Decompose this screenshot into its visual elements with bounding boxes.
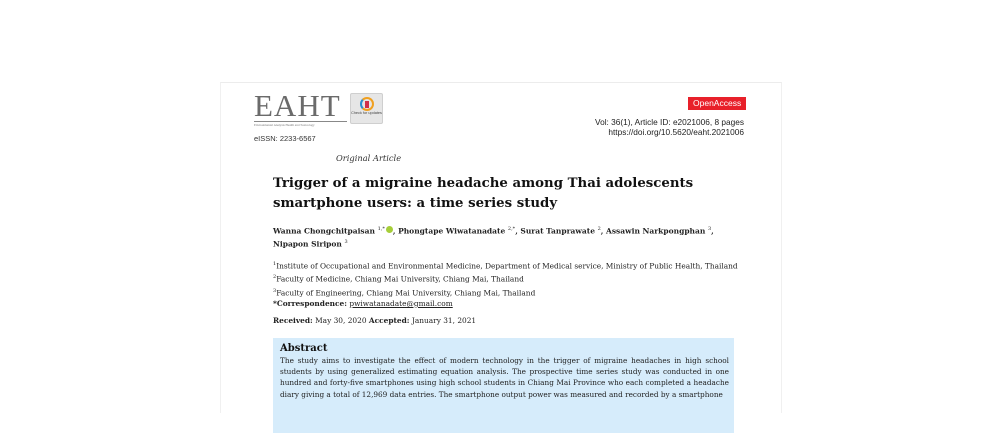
open-access-badge: OpenAccess (688, 97, 746, 110)
received-label: Received: (273, 316, 313, 325)
affiliation-number: 1 (273, 261, 277, 267)
affiliations (273, 259, 743, 310)
author-name: Wanna Chongchitpaisan (273, 226, 375, 236)
author-name: Phongtape Wiwatanadate (398, 226, 506, 236)
author-list: Wanna Chongchitpaisan $^{1,*}$ , Phongtape Wiwatanadate $^{2,*}$, Surat Tanprawate $^2$, Assawin Narkpongphan $^3$, Nipapon Siripon $^3$ (273, 226, 714, 249)
affiliation-text: Institute of Occupational and Environmental Medicine, Department of Medical service, Ministry of Public Health, Thailand (276, 261, 738, 271)
paper-page (220, 82, 782, 413)
author-affil: 3 (344, 239, 348, 245)
affiliation-number: 3 (273, 287, 277, 294)
author-affil: 3 (707, 226, 712, 232)
badge-label: Check for updates (351, 111, 382, 115)
accepted-date: January 31, 2021 (411, 316, 477, 325)
affiliation-item (273, 272, 743, 285)
affiliation-text: Faculty of Medicine, Chiang Mai University, Chiang Mai, Thailand (276, 274, 524, 284)
received-date: May 30, 2020 (315, 316, 367, 325)
author-name: Nipapon Siripon (273, 239, 342, 249)
author-name: Surat Tanprawate (520, 226, 595, 236)
abstract-heading: Abstract (280, 343, 328, 354)
journal-logo[interactable] (254, 88, 347, 127)
accepted-label: Accepted: (368, 316, 410, 325)
correspondence-email-link[interactable]: pwiwatanadate@gmail.com (349, 298, 453, 308)
journal-logo-subtitle: Environmental Analysis Health and Toxicology (254, 121, 347, 127)
check-for-updates-badge[interactable] (350, 93, 383, 124)
abstract-text: The study aims to investigate the effect of modern technology in the trigger of migraine headaches in high school students by using generalized estimating equation analysis. The prospective time series study was conducted in one hundred and forty-five smartphones using high school students in Chiang Mai Province who each completed a headache diary giving a total of 12,969 data entries. The smartphone output power was measured and recorded by a smartphone (280, 356, 729, 399)
affiliation-number: 2 (273, 274, 277, 281)
article-type: Original Article (336, 153, 402, 163)
author-name: Assawin Narkpongphan (606, 226, 706, 236)
eissn: eISSN: 2233-6567 (254, 134, 316, 143)
correspondence (273, 299, 743, 310)
author-affil: 1,* (377, 226, 385, 232)
affiliation-text: Faculty of Engineering, Chiang Mai University, Chiang Mai, Thailand (276, 288, 536, 297)
orcid-icon[interactable] (386, 226, 393, 233)
correspondence-label: *Correspondence: (273, 298, 347, 308)
crossmark-icon (360, 97, 374, 111)
citation-info (595, 118, 744, 137)
author-affil: 2 (597, 226, 601, 232)
volume-line: Vol: 36(1), Article ID: e2021006, 8 pages (595, 117, 744, 127)
doi-link[interactable]: https://doi.org/10.5620/eaht.2021006 (608, 126, 744, 137)
article-dates (273, 316, 476, 325)
affiliation-item (273, 286, 743, 299)
article-title: Trigger of a migraine headache among Thai adolescents smartphone users: a time series study (273, 176, 694, 211)
journal-logo-text: EAHT (254, 88, 341, 123)
affiliation-item (273, 259, 743, 272)
author-affil: 2,* (507, 226, 516, 232)
abstract-box (273, 338, 734, 433)
